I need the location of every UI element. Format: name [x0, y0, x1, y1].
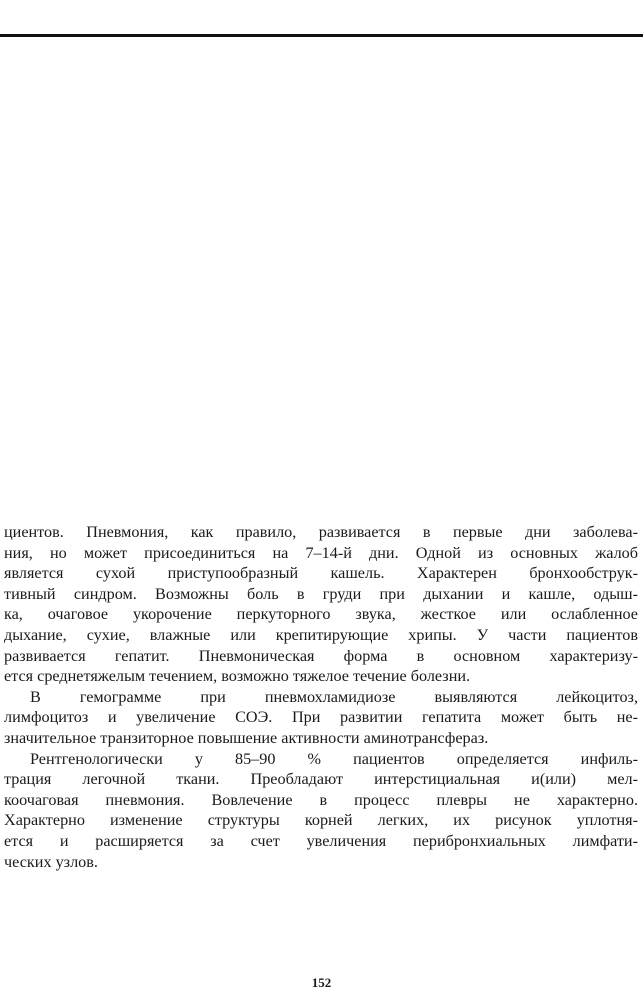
text-line: циентов. Пневмония, как правило, развивается в первые дни заболева- [4, 523, 638, 541]
text-line: ка, очаговое укорочение перкуторного звука, жесткое или ослабленное [4, 605, 638, 624]
text-line: значительное транзиторное повышение активности аминотрансфераз. [4, 728, 489, 747]
text-line: ется и расширяется за счет увеличения перибронхиальных лимфати- [4, 831, 638, 850]
header-rule [0, 34, 643, 37]
text-line: ется среднетяжелым течением, возможно тяжелое течение болезни. [4, 667, 471, 686]
text-line: коочаговая пневмония. Вовлечение в процесс плевры не характерно. [4, 790, 638, 809]
text-line: развивается гепатит. Пневмоническая форма в основном характеризу- [4, 646, 638, 665]
text-line: лимфоцитоз и увеличение СОЭ. При развитии гепатита может быть не- [4, 708, 638, 727]
text-line: трация легочной ткани. Преобладают интерстициальная и(или) мел- [4, 770, 638, 789]
page-number: 152 [311, 975, 332, 990]
text-line: тивный синдром. Возможны боль в груди при дыхании и кашле, одыш- [4, 584, 638, 603]
text-line: Характерно изменение структуры корней легких, их рисунок уплотня- [4, 811, 638, 830]
text-line: ния, но может присоединиться на 7–14-й дни. Одной из основных жалоб [4, 543, 638, 562]
text-line: ческих узлов. [4, 852, 98, 871]
body-text [4, 522, 638, 872]
text-line: дыхание, сухие, влажные или крепитирующие хрипы. У части пациентов [4, 625, 638, 644]
text-line: Рентгенологически у 85–90 % пациентов определяется инфиль- [30, 749, 638, 768]
text-line: В гемограмме при пневмохламидиозе выявляются лейкоцитоз, [30, 687, 638, 706]
text-line: является сухой приступообразный кашель. Характерен бронхообструк- [4, 564, 638, 583]
